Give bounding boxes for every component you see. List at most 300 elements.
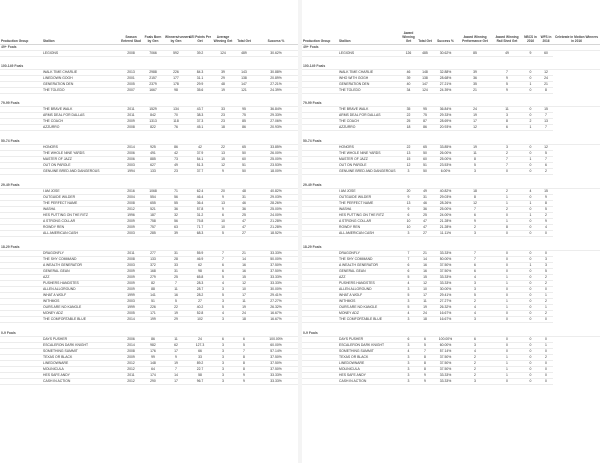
- value-cell: 174: [142, 372, 164, 378]
- value-cell: 6: [417, 336, 433, 342]
- column-header: Production Group: [0, 0, 42, 44]
- value-cell: 2008: [120, 200, 142, 206]
- value-cell: 199: [142, 316, 164, 322]
- column-header: Winners/runners by Gen: [164, 0, 188, 44]
- value-cell: 3: [400, 230, 417, 236]
- value-cell: 24: [188, 336, 212, 342]
- stallion-name: THE WHOLE NINE YARDS: [338, 150, 400, 156]
- value-cell: 36: [164, 206, 188, 212]
- value-cell: 1: [492, 360, 522, 366]
- value-cell: 30.00%: [254, 286, 298, 292]
- value-cell: 25: [400, 118, 417, 124]
- value-cell: 39: [164, 230, 188, 236]
- value-cell: 9: [417, 372, 433, 378]
- value-cell: 9: [400, 206, 417, 212]
- value-cell: 3: [400, 342, 417, 348]
- value-cell: 1: [492, 274, 522, 280]
- value-cell: 7: [234, 348, 254, 354]
- value-cell: 63: [164, 224, 188, 230]
- value-cell: 33.33%: [433, 378, 458, 384]
- stallion-name: I AM JOSE: [42, 188, 120, 194]
- value-cell: 7: [212, 256, 234, 262]
- column-header: Award Winning Rail Shed Get: [492, 0, 522, 44]
- column-header: Production Group: [302, 0, 338, 44]
- value-cell: 0: [522, 336, 539, 342]
- value-cell: 15: [234, 274, 254, 280]
- value-cell: 86: [417, 124, 433, 130]
- value-cell: 40.2: [188, 304, 212, 310]
- value-cell: 28.3: [188, 280, 212, 286]
- value-cell: 0: [522, 250, 539, 256]
- value-cell: 46.9: [188, 256, 212, 262]
- value-cell: 0: [522, 342, 539, 348]
- value-cell: 5: [400, 304, 417, 310]
- value-cell: 2012: [120, 206, 142, 212]
- value-cell: 71: [164, 188, 188, 194]
- value-cell: 27: [417, 230, 433, 236]
- value-cell: 19: [458, 112, 492, 118]
- stallion-name: MASTER OF JAZZ: [338, 156, 400, 162]
- value-cell: 3: [458, 280, 492, 286]
- value-cell: 20.93%: [433, 124, 458, 130]
- value-cell: 102: [188, 316, 212, 322]
- group-spacer: [302, 174, 600, 182]
- value-cell: 4: [539, 224, 553, 230]
- value-cell: 7: [164, 366, 188, 372]
- value-cell: 133: [142, 168, 164, 174]
- value-cell: 7: [458, 250, 492, 256]
- value-cell: 71.7: [188, 224, 212, 230]
- value-cell: 4: [458, 274, 492, 280]
- value-cell: 100.00%: [433, 336, 458, 342]
- value-cell: 0: [522, 286, 539, 292]
- value-cell: 4: [400, 280, 417, 286]
- value-cell: 5: [417, 342, 433, 348]
- value-cell: 40.82%: [254, 188, 298, 194]
- value-cell: 6: [400, 262, 417, 268]
- value-cell: 12: [458, 200, 492, 206]
- value-cell: 20.89%: [254, 75, 298, 81]
- value-cell: 16.67%: [254, 310, 298, 316]
- value-cell: 0: [522, 218, 539, 224]
- value-cell: 2009: [120, 224, 142, 230]
- stallion-name: MONEY ADZ: [338, 310, 400, 316]
- value-cell: 6: [458, 262, 492, 268]
- value-cell: 82: [142, 280, 164, 286]
- value-cell: 99: [142, 354, 164, 360]
- value-cell: 23.53%: [433, 162, 458, 168]
- value-cell: 5: [492, 81, 522, 87]
- value-cell: 489: [234, 50, 254, 56]
- value-cell: 57.14%: [433, 348, 458, 354]
- stallion-name: TEXAS OR BLACK: [42, 354, 120, 360]
- value-cell: 124: [417, 87, 433, 93]
- value-cell: 3: [458, 168, 492, 174]
- value-cell: 46: [417, 200, 433, 206]
- value-cell: 27: [188, 298, 212, 304]
- stallion-name: GENUINE BRED AND DANGEROUS: [42, 168, 120, 174]
- value-cell: 171: [142, 310, 164, 316]
- value-cell: 35: [400, 106, 417, 112]
- value-cell: 33.33%: [254, 372, 298, 378]
- value-cell: 25.00%: [254, 156, 298, 162]
- value-cell: 60.00%: [254, 342, 298, 348]
- value-cell: 134: [164, 106, 188, 112]
- stallion-name: ALLEN ALLGROUND: [42, 286, 120, 292]
- value-cell: 168: [142, 268, 164, 274]
- group-spacer: [0, 130, 298, 138]
- value-cell: 4: [212, 280, 234, 286]
- value-cell: 5: [212, 230, 234, 236]
- stallion-name: OUT ON PAROLE: [42, 162, 120, 168]
- stallion-name: DRAGONFLY: [42, 250, 120, 256]
- stallion-name: THE BRAVE WALK: [338, 106, 400, 112]
- value-cell: 18.00%: [254, 168, 298, 174]
- value-cell: 7: [539, 124, 553, 130]
- value-cell: 60.00%: [433, 342, 458, 348]
- value-cell: 35.6: [188, 87, 212, 93]
- value-cell: 0: [539, 378, 553, 384]
- value-cell: 95: [234, 106, 254, 112]
- column-header: Stallion: [338, 0, 400, 44]
- group-label: 49+ Foals: [0, 44, 298, 50]
- value-cell: 0: [492, 316, 522, 322]
- value-cell: 147: [417, 81, 433, 87]
- value-cell: 1: [492, 218, 522, 224]
- value-cell: 21.28%: [433, 218, 458, 224]
- stallion-name: DAYS PUSHER: [338, 336, 400, 342]
- value-cell: 2003: [120, 162, 142, 168]
- value-cell: 39: [458, 69, 492, 75]
- value-cell: 60: [417, 156, 433, 162]
- value-cell: 98: [188, 268, 212, 274]
- stallion-name: PUSHERS HANDSTES: [338, 280, 400, 286]
- stallion-name: GENERATION DEN: [338, 81, 400, 87]
- stallion-name: WHAT A WOLF: [338, 292, 400, 298]
- value-cell: 18: [417, 316, 433, 322]
- value-cell: 2006: [120, 150, 142, 156]
- stallion-name: PUSHERS HANDSTES: [42, 280, 120, 286]
- stallion-name: ALL AMERICAN CASH: [42, 230, 120, 236]
- value-cell: 5: [458, 162, 492, 168]
- value-cell: 22: [400, 144, 417, 150]
- value-cell: 6: [458, 212, 492, 218]
- value-cell: 3: [492, 112, 522, 118]
- value-cell: 29.9: [188, 81, 212, 87]
- value-cell: 0: [522, 298, 539, 304]
- stallion-name: THE PERFECT NAME: [338, 200, 400, 206]
- value-cell: 2004: [120, 194, 142, 200]
- value-cell: 1: [522, 200, 539, 206]
- value-cell: 28: [164, 256, 188, 262]
- value-cell: 177: [164, 75, 188, 81]
- value-cell: 11: [164, 336, 188, 342]
- value-cell: 39: [400, 75, 417, 81]
- value-cell: 0: [492, 310, 522, 316]
- value-cell: 2014: [120, 144, 142, 150]
- group-label: 18-29 Foals: [302, 244, 600, 250]
- column-header: Total Get: [234, 0, 254, 44]
- value-cell: 37.50%: [254, 354, 298, 360]
- value-cell: 2005: [120, 310, 142, 316]
- value-cell: 627: [142, 162, 164, 168]
- value-cell: 9: [212, 168, 234, 174]
- value-cell: 3: [212, 366, 234, 372]
- value-cell: 133: [142, 256, 164, 262]
- value-cell: 33.33%: [254, 250, 298, 256]
- value-cell: 3: [400, 298, 417, 304]
- value-cell: 0: [522, 366, 539, 372]
- value-cell: 42: [188, 144, 212, 150]
- value-cell: 12: [234, 280, 254, 286]
- value-cell: 12: [417, 280, 433, 286]
- value-cell: 60: [234, 156, 254, 162]
- value-cell: 0: [492, 342, 522, 348]
- spacer-cell: [0, 130, 298, 138]
- group-label: 29-49 Foals: [302, 182, 600, 188]
- value-cell: 49: [492, 50, 522, 56]
- column-header: Success %: [433, 0, 458, 44]
- stallion-name: HES PUTTING ON THE RITZ: [338, 212, 400, 218]
- column-header: Foals Born by Gen: [142, 0, 164, 44]
- value-cell: 50: [417, 150, 433, 156]
- value-cell: 10: [212, 218, 234, 224]
- value-cell: 1529: [142, 106, 164, 112]
- value-cell: 10: [234, 286, 254, 292]
- table-row: [0, 378, 298, 384]
- value-cell: 22: [212, 144, 234, 150]
- value-cell: 3: [400, 286, 417, 292]
- value-cell: 982: [142, 342, 164, 348]
- value-cell: 1999: [120, 292, 142, 298]
- stallion-name: HONORS: [338, 144, 400, 150]
- column-header: NBCS in 2016: [522, 0, 539, 44]
- value-cell: 25: [234, 212, 254, 218]
- value-cell: 23.53%: [254, 162, 298, 168]
- value-cell: 46: [234, 200, 254, 206]
- value-cell: 86: [234, 124, 254, 130]
- value-cell: 28.26%: [433, 200, 458, 206]
- value-cell: 50.00%: [433, 256, 458, 262]
- right-table-body: [302, 44, 600, 384]
- value-cell: 1999: [120, 304, 142, 310]
- value-cell: 0: [522, 87, 539, 93]
- value-cell: 37.50%: [254, 262, 298, 268]
- value-cell: 147: [234, 81, 254, 87]
- stallion-name: AZZ: [338, 274, 400, 280]
- value-cell: 3: [458, 230, 492, 236]
- value-cell: 29.33%: [433, 112, 458, 118]
- value-cell: 2003: [120, 230, 142, 236]
- value-cell: 7: [539, 156, 553, 162]
- value-cell: 48: [212, 81, 234, 87]
- value-cell: 27: [234, 230, 254, 236]
- value-cell: 3: [400, 360, 417, 366]
- value-cell: 290: [142, 378, 164, 384]
- value-cell: 2012: [120, 378, 142, 384]
- column-header: AEI Points Per Get: [188, 0, 212, 44]
- stallion-name: THE PERFECT NAME: [42, 200, 120, 206]
- value-cell: 2: [539, 354, 553, 360]
- value-cell: 2003: [120, 298, 142, 304]
- value-cell: 121: [234, 87, 254, 93]
- value-cell: 2: [522, 118, 539, 124]
- value-cell: 11: [417, 298, 433, 304]
- value-cell: 2: [539, 280, 553, 286]
- value-cell: 88: [142, 286, 164, 292]
- value-cell: 6.00%: [433, 168, 458, 174]
- stallion-name: A STRONG COLLAR: [42, 218, 120, 224]
- value-cell: 95: [417, 106, 433, 112]
- value-cell: 3: [492, 144, 522, 150]
- group-spacer: [302, 236, 600, 244]
- value-cell: 29.41%: [433, 292, 458, 298]
- value-cell: 842: [142, 112, 164, 118]
- value-cell: 6: [212, 268, 234, 274]
- value-cell: 2011: [120, 112, 142, 118]
- value-cell: 33.33%: [433, 280, 458, 286]
- group-spacer: [302, 322, 600, 330]
- value-cell: 1: [492, 354, 522, 360]
- stallion-name: OUT ON PAROLE: [338, 162, 400, 168]
- group-label: 100-149 Foals: [0, 63, 298, 69]
- value-cell: 37.50%: [433, 354, 458, 360]
- stallion-name: SOMETHING SUMMIT: [338, 348, 400, 354]
- value-cell: 36.4: [188, 200, 212, 206]
- value-cell: 6: [212, 262, 234, 268]
- value-cell: 1068: [142, 188, 164, 194]
- value-cell: 18: [234, 316, 254, 322]
- value-cell: 33: [188, 354, 212, 360]
- value-cell: 49: [164, 162, 188, 168]
- value-cell: 52.8: [188, 310, 212, 316]
- value-cell: 126: [400, 50, 417, 56]
- value-cell: 5: [164, 298, 188, 304]
- value-cell: 0: [522, 162, 539, 168]
- spacer-cell: [0, 56, 298, 63]
- value-cell: 24: [539, 75, 553, 81]
- value-cell: 2009: [120, 280, 142, 286]
- stallion-name: CASH IN ACTION: [42, 378, 120, 384]
- value-cell: 0: [539, 336, 553, 342]
- value-cell: 12: [539, 144, 553, 150]
- value-cell: 14: [164, 372, 188, 378]
- value-cell: 21: [458, 87, 492, 93]
- value-cell: 27.27%: [254, 298, 298, 304]
- value-cell: 1: [492, 372, 522, 378]
- value-cell: 2009: [120, 218, 142, 224]
- value-cell: 2009: [120, 118, 142, 124]
- value-cell: 7066: [142, 50, 164, 56]
- value-cell: 22: [400, 112, 417, 118]
- stallion-name: DAYS PUSHER: [42, 336, 120, 342]
- value-cell: 1: [539, 342, 553, 348]
- value-cell: 0: [522, 230, 539, 236]
- value-cell: 16: [417, 262, 433, 268]
- column-header: Season Entered Stud: [120, 0, 142, 44]
- value-cell: 118: [164, 118, 188, 124]
- value-cell: 3: [212, 342, 234, 348]
- value-cell: 226: [142, 304, 164, 310]
- group-spacer: [0, 56, 298, 63]
- value-cell: 85: [458, 50, 492, 56]
- value-cell: 100.00%: [254, 336, 298, 342]
- value-cell: 8: [492, 118, 522, 124]
- value-cell: 50: [234, 168, 254, 174]
- value-cell: 33.33%: [433, 372, 458, 378]
- value-cell: 11: [492, 106, 522, 112]
- value-cell: 43.7: [188, 106, 212, 112]
- value-cell: 0: [522, 316, 539, 322]
- value-cell: 7: [458, 256, 492, 262]
- value-cell: 8: [417, 360, 433, 366]
- value-cell: 15: [539, 188, 553, 194]
- value-cell: 0: [492, 168, 522, 174]
- value-cell: 46: [400, 69, 417, 75]
- value-cell: 2: [492, 188, 522, 194]
- stallion-name: WHO WITH GOGH: [338, 75, 400, 81]
- value-cell: 1: [522, 212, 539, 218]
- value-cell: 86: [142, 336, 164, 342]
- value-cell: 2: [458, 354, 492, 360]
- value-cell: 1: [492, 298, 522, 304]
- value-cell: 26.32%: [433, 304, 458, 310]
- value-cell: 0: [522, 310, 539, 316]
- stallion-name: HONORS: [42, 144, 120, 150]
- value-cell: 0: [492, 212, 522, 218]
- stallion-name: OUTGUIDE WILDER: [338, 194, 400, 200]
- value-cell: 19: [212, 87, 234, 93]
- value-cell: 0: [539, 230, 553, 236]
- value-cell: 13: [400, 200, 417, 206]
- value-cell: 24: [234, 310, 254, 316]
- value-cell: 87: [417, 118, 433, 124]
- value-cell: 8: [458, 156, 492, 162]
- stallion-name: WASHA: [338, 206, 400, 212]
- value-cell: 1: [492, 280, 522, 286]
- value-cell: 19: [417, 304, 433, 310]
- left-report-page: [0, 0, 298, 463]
- value-cell: 2006: [120, 156, 142, 162]
- value-cell: 2009: [120, 274, 142, 280]
- value-cell: 3: [212, 378, 234, 384]
- value-cell: 7: [539, 112, 553, 118]
- value-cell: 9: [539, 194, 553, 200]
- value-cell: 2007: [120, 87, 142, 93]
- value-cell: 16: [234, 268, 254, 274]
- stallion-name: THE COACH: [42, 118, 120, 124]
- stallion-name: GENERAL GEAN: [42, 268, 120, 274]
- value-cell: 28.68%: [433, 75, 458, 81]
- value-cell: 7: [458, 206, 492, 212]
- group-label: 100-149 Foals: [302, 63, 600, 69]
- value-cell: 0: [492, 292, 522, 298]
- value-cell: 15: [212, 156, 234, 162]
- value-cell: 0: [492, 230, 522, 236]
- value-cell: 75: [234, 112, 254, 118]
- value-cell: 16: [417, 268, 433, 274]
- value-cell: 1667: [142, 87, 164, 93]
- stallion-name: LEGIONS: [42, 50, 120, 56]
- stallion-name: THE TOLEDO: [42, 87, 120, 93]
- value-cell: 2012: [120, 360, 142, 366]
- value-cell: 54.1: [188, 156, 212, 162]
- value-cell: 3: [212, 316, 234, 322]
- value-cell: 29.03%: [254, 194, 298, 200]
- value-cell: 34: [400, 87, 417, 93]
- value-cell: 51: [417, 162, 433, 168]
- value-cell: 8: [539, 87, 553, 93]
